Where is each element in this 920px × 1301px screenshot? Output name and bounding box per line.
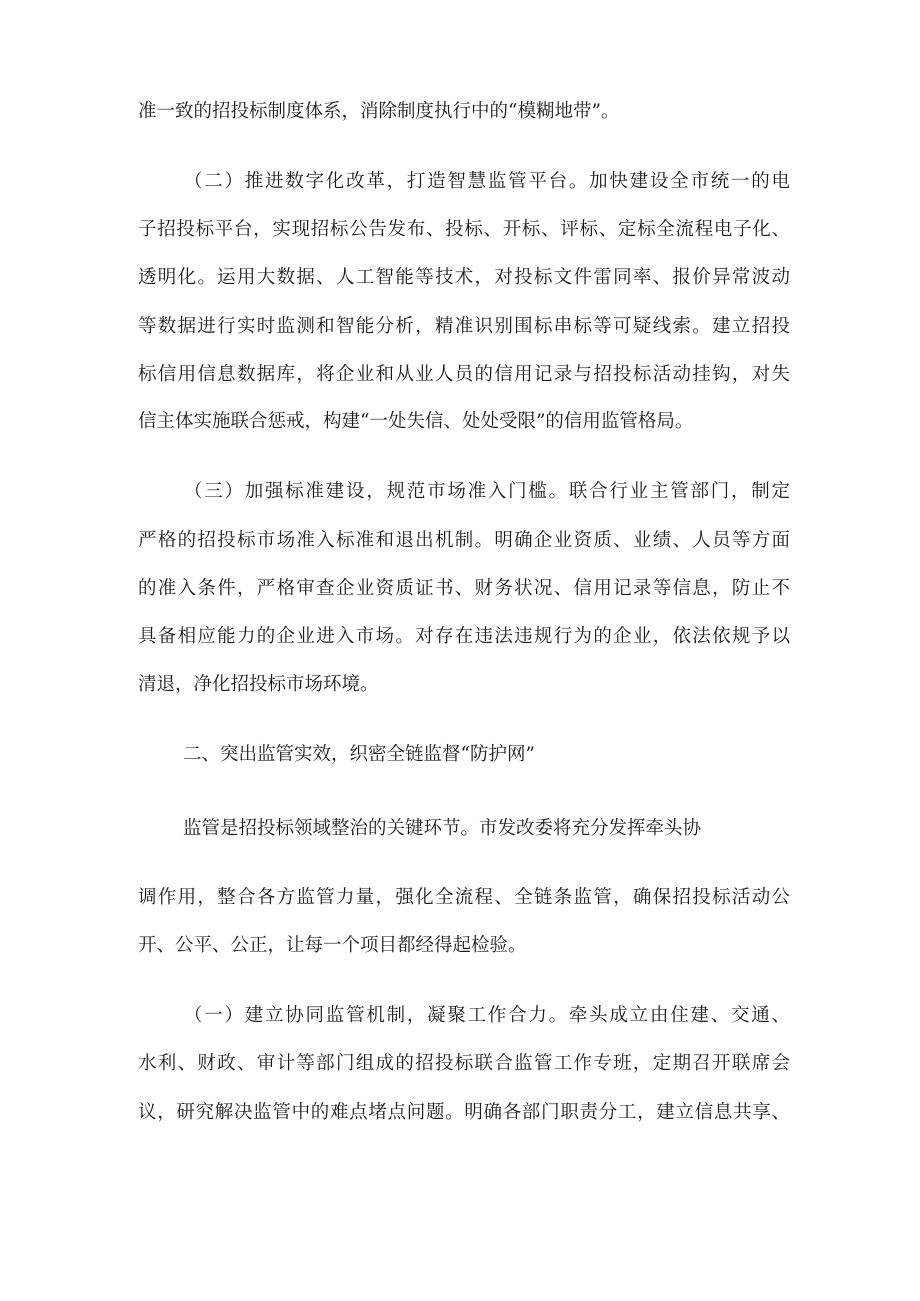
- text-line: 信主体实施联合惩戒，构建“一处失信、处处受限”的信用监管格局。: [138, 411, 694, 432]
- text-line: 清退，净化招投标市场环境。: [138, 674, 379, 695]
- text-line: 具备相应能力的企业进入市场。对存在违法违规行为的企业，依法依规予以: [138, 626, 790, 647]
- text-line: 的准入条件，严格审查企业资质证书、财务状况、信用记录等信息，防止不: [138, 578, 790, 599]
- paragraph-first-line: （三）加强标准建设，规范市场准入门槛。联合行业主管部门，制定: [184, 481, 790, 502]
- text-line: 透明化。运用大数据、人工智能等技术，对投标文件雷同率、报价异常波动: [138, 267, 790, 288]
- paragraph-first-line: （一）建立协同监管机制，凝聚工作合力。牵头成立由住建、交通、: [184, 1005, 790, 1026]
- text-line: 调作用，整合各方监管力量，强化全流程、全链条监管，确保招投标活动公: [138, 887, 790, 908]
- text-line: 等数据进行实时监测和智能分析，精准识别围标串标等可疑线索。建立招投: [138, 316, 790, 337]
- text-line: 严格的招投标市场准入标准和退出机制。明确企业资质、业绩、人员等方面: [138, 530, 790, 551]
- text-line: 开、公平、公正，让每一个项目都经得起检验。: [138, 935, 527, 956]
- text-line: 子招投标平台，实现招标公告发布、投标、开标、评标、定标全流程电子化、: [138, 219, 790, 240]
- section-heading: 二、突出监管实效，织密全链监督“防护网”: [183, 744, 535, 765]
- paragraph-first-line: （二）推进数字化改革，打造智慧监管平台。加快建设全市统一的电: [184, 171, 790, 192]
- text-line: 标信用信息数据库，将企业和从业人员的信用记录与招投标活动挂钩，对失: [138, 364, 790, 385]
- paragraph-first-line: 监管是招投标领域整治的关键环节。市发改委将充分发挥牵头协: [183, 818, 702, 839]
- text-line: 水利、财政、审计等部门组成的招投标联合监管工作专班，定期召开联席会: [138, 1053, 790, 1074]
- text-line: 议，研究解决监管中的难点堵点问题。明确各部门职责分工，建立信息共享、: [138, 1102, 790, 1123]
- text-line: 准一致的招投标制度体系，消除制度执行中的“模糊地带”。: [138, 101, 620, 122]
